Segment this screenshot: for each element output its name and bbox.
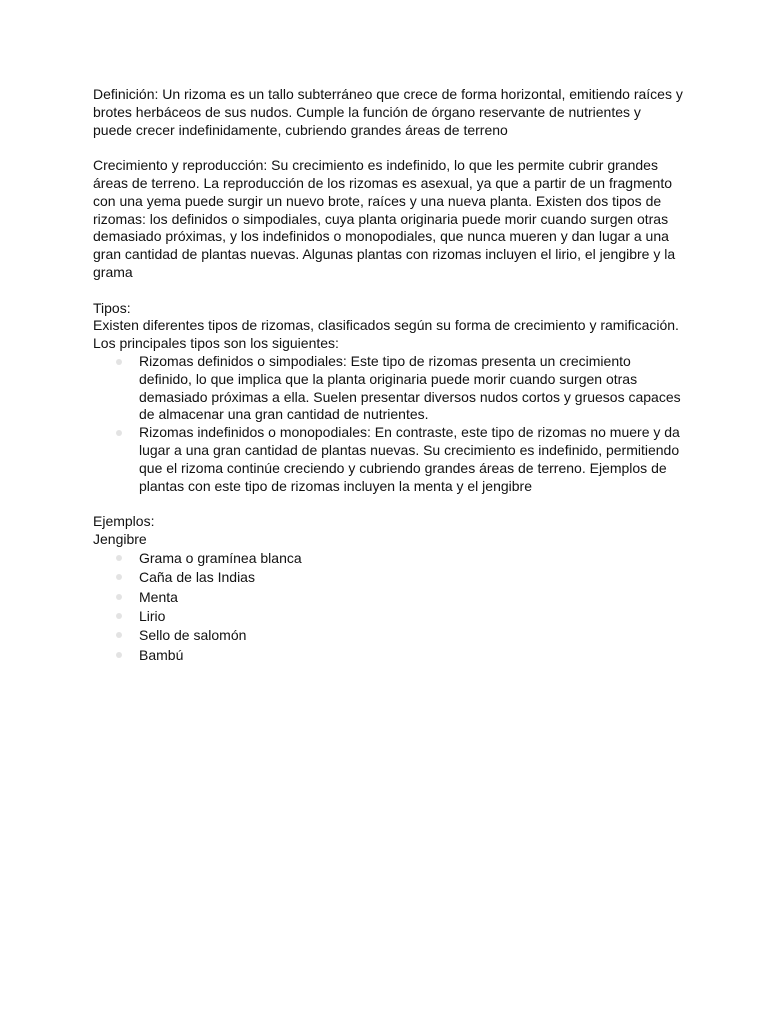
list-item — [93, 646, 683, 665]
list-item — [93, 626, 683, 645]
list-item-text: Rizomas indefinidos o monopodiales: En contraste, este tipo de rizomas no muere y da lugar a una gran cantidad de plantas nuevas. Su crecimiento es indefinido, permitiendo que el rizoma continúe creciendo y cubriendo grandes áreas de terreno. Ejemplos de plantas con este tipo de rizomas incluyen la menta y el jengibre — [139, 424, 680, 494]
list-item — [93, 588, 683, 607]
list-item — [93, 568, 683, 587]
paragraph-gap — [93, 139, 683, 157]
bullet-icon — [116, 430, 122, 436]
bullet-icon — [116, 359, 122, 365]
list-item — [93, 607, 683, 626]
paragraph-gap — [93, 495, 683, 513]
list-item — [93, 424, 683, 495]
bullet-icon — [116, 613, 122, 619]
definition-paragraph: Definición: Un rizoma es un tallo subterráneo que crece de forma horizontal, emitiendo raíces y brotes herbáceos de sus nudos. Cumple la función de órgano reservante de nutrientes y puede crecer indefinidamente, cubriendo grandes áreas de terreno — [93, 86, 683, 138]
list-item — [93, 353, 683, 424]
examples-first: Jengibre — [93, 530, 147, 547]
list-item-text: Grama o gramínea blanca — [139, 549, 302, 566]
list-item-text: Sello de salomón — [139, 627, 247, 644]
types-heading: Tipos: — [93, 299, 131, 316]
bullet-icon — [116, 574, 122, 580]
growth-reproduction-paragraph: Crecimiento y reproducción: Su crecimiento es indefinido, lo que les permite cubrir grandes áreas de terreno. La reproducción de los rizomas es asexual, ya que a partir de un fragmento con una yema puede surgir un nuevo brote, raíces y una nueva planta. Existen dos tipos de rizomas: los definidos o simpodiales, cuya planta originaria puede morir cuando surgen otras demasiado próximas, y los indefinidos o monopodiales, que nunca mueren y dan lugar a una gran cantidad de plantas nuevas. Algunas plantas con rizomas incluyen el lirio, el jengibre y la grama — [93, 157, 676, 280]
bullet-icon — [116, 632, 122, 638]
document-page — [93, 86, 683, 665]
examples-heading: Ejemplos: — [93, 513, 155, 530]
paragraph-gap — [93, 282, 683, 300]
list-item-text: Caña de las Indias — [139, 569, 255, 586]
bullet-icon — [116, 555, 122, 561]
bullet-icon — [116, 652, 122, 658]
list-item — [93, 549, 683, 568]
types-list — [93, 353, 683, 495]
bullet-icon — [116, 594, 122, 600]
list-item-text: Rizomas definidos o simpodiales: Este tipo de rizomas presenta un crecimiento definido, lo que implica que la planta originaria puede morir cuando surgen otras demasiado próximas a ella. Suelen presentar diversos nudos cortos y gruesos capaces de almacenar una gran cantidad de nutrientes. — [139, 352, 681, 423]
list-item-text: Lirio — [139, 607, 166, 624]
types-intro: Existen diferentes tipos de rizomas, clasificados según su forma de crecimiento y ramificación. Los principales tipos son los siguientes: — [93, 317, 679, 352]
examples-list — [93, 549, 683, 665]
list-item-text: Menta — [139, 588, 178, 605]
list-item-text: Bambú — [139, 646, 184, 663]
